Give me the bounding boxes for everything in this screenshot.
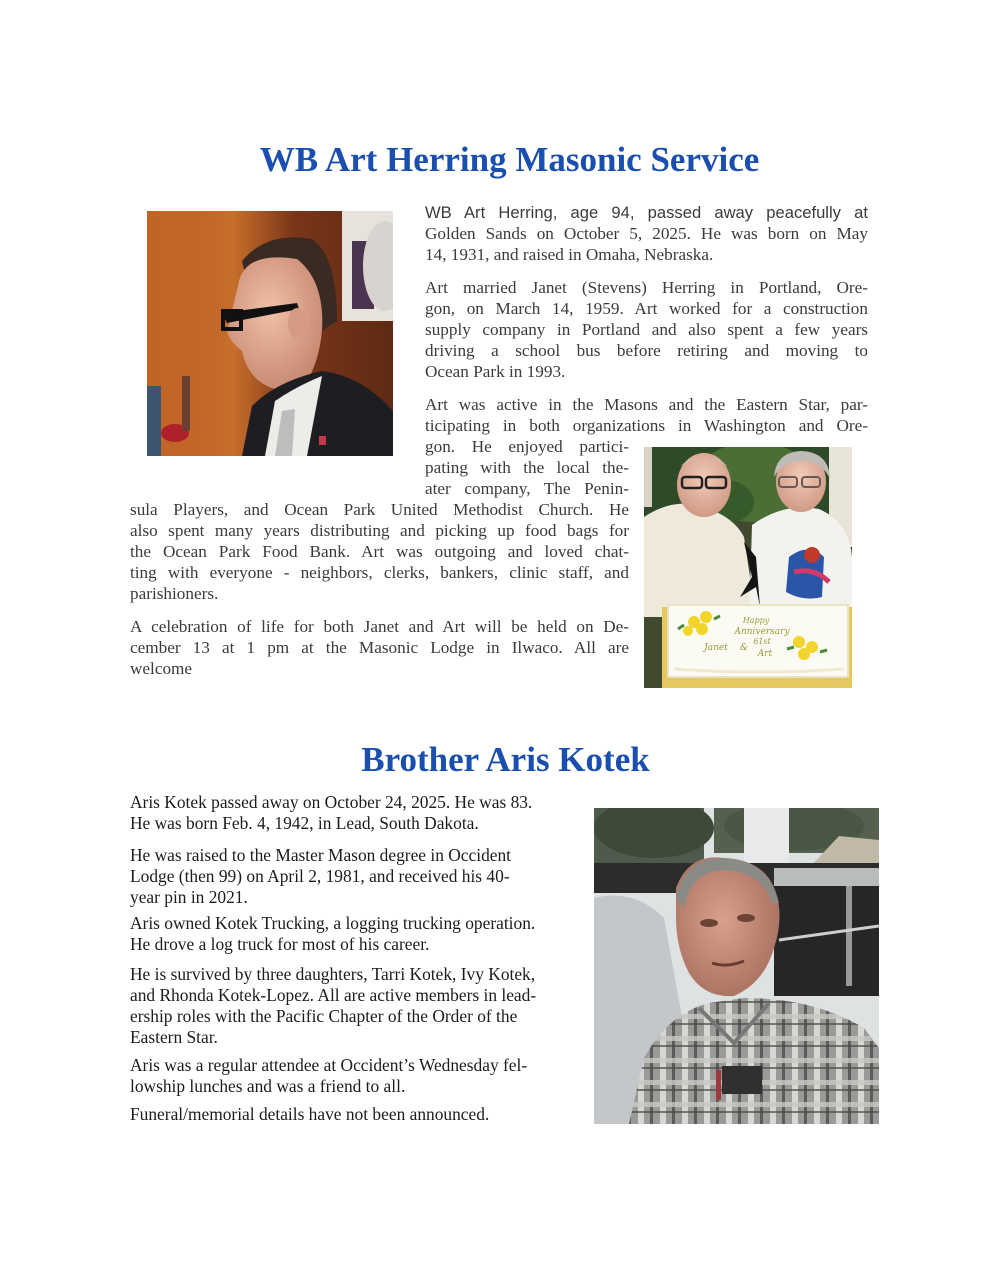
art-herring-p3-line-9: ting with everyone - neighbors, clerks, bankers, clinic staff, and xyxy=(130,563,629,582)
cake-text-ampersand: & xyxy=(739,643,749,653)
aris-kotek-p6-line-1: Funeral/memorial details have not been announced. xyxy=(130,1104,490,1124)
art-herring-p4-line-1: A celebration of life for both Janet and Art will be held on De- xyxy=(130,617,629,636)
art-herring-p3-line-10: parishioners. xyxy=(130,584,219,603)
art-herring-p3-line-4: pating with the local the- xyxy=(425,458,629,477)
aris-kotek-p1-line-2: He was born Feb. 4, 1942, in Lead, South Dakota. xyxy=(130,813,479,833)
art-herring-p3-line-6: sula Players, and Ocean Park United Methodist Church. He xyxy=(130,500,629,519)
aris-kotek-p5-line-1: Aris was a regular attendee at Occident’s Wednesday fel- xyxy=(130,1055,528,1075)
anniversary-photo xyxy=(644,447,852,688)
cake-text-61st: 61st xyxy=(753,637,771,646)
aris-kotek-p2-line-1: He was raised to the Master Mason degree in Occident xyxy=(130,845,512,865)
aris-kotek-p4-line-4: Eastern Star. xyxy=(130,1027,218,1047)
art-herring-p4-line-3: welcome xyxy=(130,659,193,678)
aris-kotek-p4-line-2: and Rhonda Kotek-Lopez. All are active members in lead- xyxy=(130,985,537,1005)
art-herring-p3-line-5: ater company, The Penin- xyxy=(425,479,629,498)
section-title-aris-kotek: Brother Aris Kotek xyxy=(361,740,650,779)
cake-text-anniversary: Anniversary xyxy=(734,627,790,637)
cake-text-happy: Happy xyxy=(742,616,770,625)
art-herring-p1-line-2: Golden Sands on October 5, 2025. He was born on May xyxy=(425,224,868,243)
cake-text-art: Art xyxy=(757,649,773,659)
cake-text-janet: Janet xyxy=(704,643,728,653)
aris-kotek-p3-line-1: Aris owned Kotek Trucking, a logging trucking operation. xyxy=(130,913,536,933)
art-herring-p3-line-3: gon. He enjoyed partici- xyxy=(425,437,629,456)
art-herring-p3-line-8: the Ocean Park Food Bank. Art was outgoing and loved chat- xyxy=(130,542,629,561)
art-herring-p3-line-1: Art was active in the Masons and the Eastern Star, par- xyxy=(425,395,868,414)
art-herring-p1-line-1: WB Art Herring, age 94, passed away peacefully at xyxy=(425,203,868,222)
art-herring-p2-line-5: Ocean Park in 1993. xyxy=(425,362,566,381)
aris-kotek-p2-line-2: Lodge (then 99) on April 2, 1981, and received his 40- xyxy=(130,866,510,886)
aris-kotek-p2-line-3: year pin in 2021. xyxy=(130,887,248,907)
aris-kotek-p4-line-1: He is survived by three daughters, Tarri Kotek, Ivy Kotek, xyxy=(130,964,536,984)
art-herring-portrait-photo xyxy=(147,211,393,456)
aris-kotek-p4-line-3: ership roles with the Pacific Chapter of the Order of the xyxy=(130,1006,518,1026)
art-herring-p2-line-4: driving a school bus before retiring and moving to xyxy=(425,341,868,360)
aris-kotek-p3-line-2: He drove a log truck for most of his career. xyxy=(130,934,430,954)
aris-kotek-p5-line-2: lowship lunches and was a friend to all. xyxy=(130,1076,406,1096)
section-title-art-herring: WB Art Herring Masonic Service xyxy=(259,140,760,179)
art-herring-p3-line-2: ticipating in both organizations in Washington and Ore- xyxy=(425,416,868,435)
art-herring-p2-line-1: Art married Janet (Stevens) Herring in Portland, Ore- xyxy=(425,278,868,297)
aris-kotek-p1-line-1: Aris Kotek passed away on October 24, 2025. He was 83. xyxy=(130,792,533,812)
art-herring-p3-line-7: also spent many years distributing and picking up food bags for xyxy=(130,521,629,540)
art-herring-p1-line-3: 14, 1931, and raised in Omaha, Nebraska. xyxy=(425,245,714,264)
art-herring-p2-line-2: gon, on March 14, 1959. Art worked for a construction xyxy=(425,299,868,318)
art-herring-p4-line-2: cember 13 at 1 pm at the Masonic Lodge in Ilwaco. All are xyxy=(130,638,629,657)
art-herring-p2-line-3: supply company in Portland and also spent a few years xyxy=(425,320,868,339)
aris-kotek-portrait-photo xyxy=(594,808,879,1124)
